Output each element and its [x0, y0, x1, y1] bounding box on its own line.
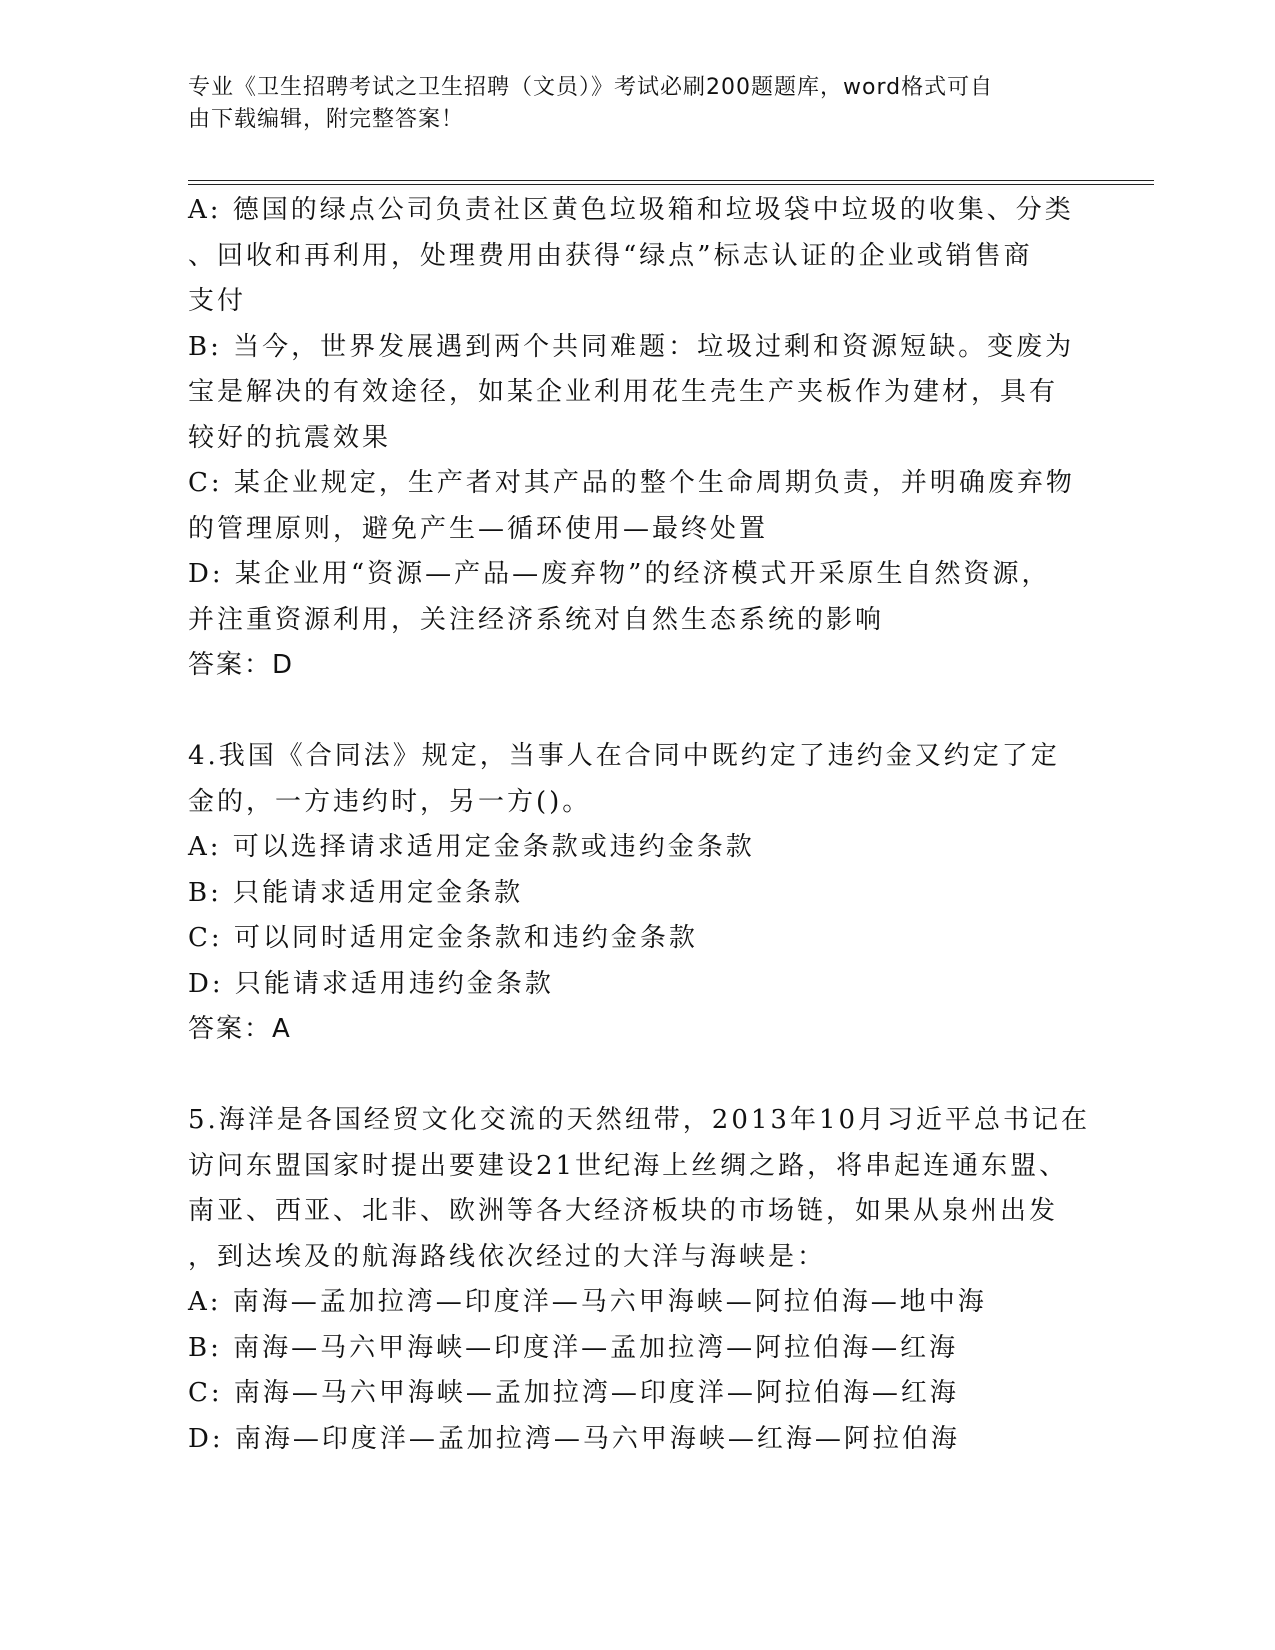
option-line: 、回收和再利用，处理费用由获得“绿点”标志认证的企业或销售商 [188, 240, 1033, 271]
stem-line: 访问东盟国家时提出要建设21世纪海上丝绸之路，将串起连通东盟、 [188, 1150, 1069, 1181]
question-spacer [188, 689, 1088, 735]
question-5-option-b: B: 南海—马六甲海峡—印度洋—孟加拉湾—阿拉伯海—红海 [188, 1332, 959, 1363]
question-4-stem [188, 734, 1088, 825]
question-spacer [188, 1053, 1088, 1099]
option-line: 较好的抗震效果 [188, 422, 392, 453]
question-5-option-c: C: 南海—马六甲海峡—孟加拉湾—印度洋—阿拉伯海—红海 [188, 1378, 959, 1408]
stem-line: 金的，一方违约时，另一方()。 [188, 786, 592, 817]
option-line: D: 某企业用“资源—产品—废弃物”的经济模式开采原生自然资源， [188, 559, 1051, 589]
stem-line: 南亚、西亚、北非、欧洲等各大经济板块的市场链，如果从泉州出发 [188, 1196, 1059, 1226]
question-4-option-b: B: 只能请求适用定金条款 [188, 877, 524, 908]
question-3-option-c [188, 461, 1088, 552]
question-4-option-c: C: 可以同时适用定金条款和违约金条款 [188, 923, 698, 953]
question-4 [188, 734, 1088, 1053]
question-5-option-a: A: 南海—孟加拉湾—印度洋—马六甲海峡—阿拉伯海—地中海 [188, 1287, 987, 1317]
question-5-option-d: D: 南海—印度洋—孟加拉湾—马六甲海峡—红海—阿拉伯海 [188, 1423, 960, 1454]
option-line: B: 当今，世界发展遇到两个共同难题：垃圾过剩和资源短缺。变废为 [188, 331, 1075, 362]
question-3-option-a [188, 188, 1088, 325]
question-3 [188, 188, 1088, 689]
header-divider-top [188, 180, 1154, 181]
header-line-1: 专业《卫生招聘考试之卫生招聘（文员）》考试必刷200题题库，word格式可自 [188, 75, 994, 100]
question-content [188, 188, 1091, 1462]
option-line: 的管理原则，避免产生—循环使用—最终处置 [188, 513, 769, 544]
document-header [188, 72, 1068, 136]
stem-line: 4.我国《合同法》规定，当事人在合同中既约定了违约金又约定了定 [188, 741, 1060, 771]
option-line: 并注重资源利用，关注经济系统对自然生态系统的影响 [188, 604, 885, 635]
question-3-option-b [188, 325, 1088, 462]
option-line: 宝是解决的有效途径，如某企业利用花生壳生产夹板作为建材，具有 [188, 377, 1059, 407]
header-line-2: 由下载编辑，附完整答案！ [188, 107, 465, 132]
question-4-answer: 答案：A [188, 1014, 292, 1044]
question-5 [188, 1098, 1091, 1462]
option-line: A: 德国的绿点公司负责社区黄色垃圾箱和垃圾袋中垃圾的收集、分类 [188, 195, 1074, 225]
header-divider-bottom [188, 184, 1154, 185]
question-4-option-d: D: 只能请求适用违约金条款 [188, 968, 554, 999]
option-line: 支付 [188, 286, 247, 316]
question-4-option-a: A: 可以选择请求适用定金条款或违约金条款 [188, 832, 755, 862]
question-5-stem [188, 1098, 1091, 1280]
question-3-option-d [188, 552, 1088, 643]
question-3-answer: 答案：D [188, 650, 295, 680]
option-line: C: 某企业规定，生产者对其产品的整个生命周期负责，并明确废弃物 [188, 468, 1075, 498]
stem-line: 5.海洋是各国经贸文化交流的天然纽带，2013年10月习近平总书记在 [188, 1105, 1091, 1135]
stem-line: ，到达埃及的航海路线依次经过的大洋与海峡是： [188, 1241, 827, 1272]
